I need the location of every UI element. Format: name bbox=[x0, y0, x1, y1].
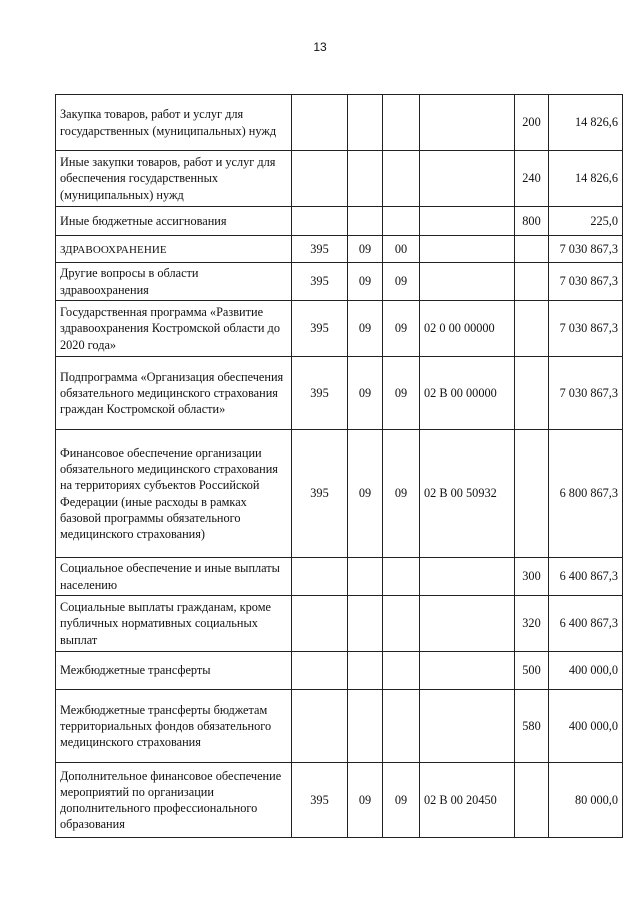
table-row bbox=[56, 236, 623, 263]
row-target-article bbox=[420, 558, 515, 596]
table-row bbox=[56, 263, 623, 301]
table-row bbox=[56, 596, 623, 652]
row-section bbox=[348, 558, 383, 596]
row-name: Закупка товаров, работ и услуг для государственных (муниципальных) нужд bbox=[56, 95, 292, 151]
row-target-article: 02 В 00 00000 bbox=[420, 357, 515, 430]
table-row bbox=[56, 95, 623, 151]
row-target-article bbox=[420, 151, 515, 207]
row-code: 395 bbox=[292, 430, 348, 558]
row-subsection bbox=[383, 690, 420, 763]
budget-table bbox=[55, 94, 623, 838]
row-subsection: 09 bbox=[383, 763, 420, 838]
row-code: 395 bbox=[292, 263, 348, 301]
row-target-article bbox=[420, 207, 515, 236]
table-row bbox=[56, 301, 623, 357]
row-subsection: 09 bbox=[383, 430, 420, 558]
row-code: 395 bbox=[292, 763, 348, 838]
row-code: 395 bbox=[292, 236, 348, 263]
row-code bbox=[292, 207, 348, 236]
row-section: 09 bbox=[348, 236, 383, 263]
table-row bbox=[56, 357, 623, 430]
table-row bbox=[56, 430, 623, 558]
row-section bbox=[348, 652, 383, 690]
row-name: Подпрограмма «Организация обеспечения обязательного медицинского страхования граждан Костромской области» bbox=[56, 357, 292, 430]
row-subsection bbox=[383, 151, 420, 207]
row-subsection: 09 bbox=[383, 357, 420, 430]
row-code bbox=[292, 95, 348, 151]
row-code bbox=[292, 690, 348, 763]
row-expense-type: 580 bbox=[515, 690, 549, 763]
row-sum: 400 000,0 bbox=[549, 690, 623, 763]
table-row bbox=[56, 763, 623, 838]
row-name: Финансовое обеспечение организации обязательного медицинского страхования на территориях субъектов Российской Федерации (иные расходы в рамках базовой программы обязательного медицинского страхования) bbox=[56, 430, 292, 558]
row-target-article: 02 В 00 20450 bbox=[420, 763, 515, 838]
page-number: 13 bbox=[313, 40, 327, 54]
row-expense-type: 300 bbox=[515, 558, 549, 596]
row-sum: 6 400 867,3 bbox=[549, 596, 623, 652]
row-name: Социальные выплаты гражданам, кроме публичных нормативных социальных выплат bbox=[56, 596, 292, 652]
row-subsection bbox=[383, 652, 420, 690]
row-subsection: 09 bbox=[383, 301, 420, 357]
row-section bbox=[348, 95, 383, 151]
table-row bbox=[56, 151, 623, 207]
row-subsection bbox=[383, 95, 420, 151]
row-section bbox=[348, 151, 383, 207]
row-subsection bbox=[383, 596, 420, 652]
row-name: Иные бюджетные ассигнования bbox=[56, 207, 292, 236]
row-target-article bbox=[420, 652, 515, 690]
table-row bbox=[56, 207, 623, 236]
row-section bbox=[348, 690, 383, 763]
row-section: 09 bbox=[348, 301, 383, 357]
row-expense-type bbox=[515, 236, 549, 263]
row-expense-type: 320 bbox=[515, 596, 549, 652]
row-section: 09 bbox=[348, 263, 383, 301]
row-section bbox=[348, 207, 383, 236]
table-row bbox=[56, 558, 623, 596]
row-name: Дополнительное финансовое обеспечение мероприятий по организации дополнительного профессионального образования bbox=[56, 763, 292, 838]
row-target-article bbox=[420, 263, 515, 301]
row-target-article bbox=[420, 596, 515, 652]
row-name bbox=[56, 236, 292, 263]
row-target-article bbox=[420, 690, 515, 763]
row-sum: 225,0 bbox=[549, 207, 623, 236]
row-expense-type: 800 bbox=[515, 207, 549, 236]
row-target-article bbox=[420, 95, 515, 151]
row-section bbox=[348, 596, 383, 652]
row-name: Иные закупки товаров, работ и услуг для обеспечения государственных (муниципальных) нужд bbox=[56, 151, 292, 207]
row-target-article bbox=[420, 236, 515, 263]
row-sum: 6 400 867,3 bbox=[549, 558, 623, 596]
row-code bbox=[292, 652, 348, 690]
row-name: Межбюджетные трансферты бюджетам территориальных фондов обязательного медицинского страхования bbox=[56, 690, 292, 763]
row-sum: 7 030 867,3 bbox=[549, 263, 623, 301]
row-sum: 14 826,6 bbox=[549, 151, 623, 207]
row-sum: 14 826,6 bbox=[549, 95, 623, 151]
row-code bbox=[292, 151, 348, 207]
row-subsection bbox=[383, 558, 420, 596]
row-sum: 400 000,0 bbox=[549, 652, 623, 690]
row-sum: 80 000,0 bbox=[549, 763, 623, 838]
row-expense-type: 240 bbox=[515, 151, 549, 207]
row-section: 09 bbox=[348, 357, 383, 430]
row-section: 09 bbox=[348, 763, 383, 838]
row-target-article: 02 В 00 50932 bbox=[420, 430, 515, 558]
row-expense-type bbox=[515, 301, 549, 357]
row-name: Другие вопросы в области здравоохранения bbox=[56, 263, 292, 301]
row-sum: 6 800 867,3 bbox=[549, 430, 623, 558]
table-row bbox=[56, 652, 623, 690]
row-expense-type: 200 bbox=[515, 95, 549, 151]
row-expense-type bbox=[515, 263, 549, 301]
row-section: 09 bbox=[348, 430, 383, 558]
row-subsection: 00 bbox=[383, 236, 420, 263]
row-name: Социальное обеспечение и иные выплаты населению bbox=[56, 558, 292, 596]
row-expense-type bbox=[515, 430, 549, 558]
row-expense-type: 500 bbox=[515, 652, 549, 690]
row-target-article: 02 0 00 00000 bbox=[420, 301, 515, 357]
row-code bbox=[292, 596, 348, 652]
row-expense-type bbox=[515, 763, 549, 838]
row-sum: 7 030 867,3 bbox=[549, 236, 623, 263]
row-sum: 7 030 867,3 bbox=[549, 357, 623, 430]
row-expense-type bbox=[515, 357, 549, 430]
row-name: Межбюджетные трансферты bbox=[56, 652, 292, 690]
row-subsection: 09 bbox=[383, 263, 420, 301]
row-code bbox=[292, 558, 348, 596]
row-sum: 7 030 867,3 bbox=[549, 301, 623, 357]
row-code: 395 bbox=[292, 301, 348, 357]
section-heading: ЗДРАВООХРАНЕНИЕ bbox=[60, 243, 167, 256]
row-subsection bbox=[383, 207, 420, 236]
row-name: Государственная программа «Развитие здравоохранения Костромской области до 2020 года» bbox=[56, 301, 292, 357]
table-row bbox=[56, 690, 623, 763]
row-code: 395 bbox=[292, 357, 348, 430]
